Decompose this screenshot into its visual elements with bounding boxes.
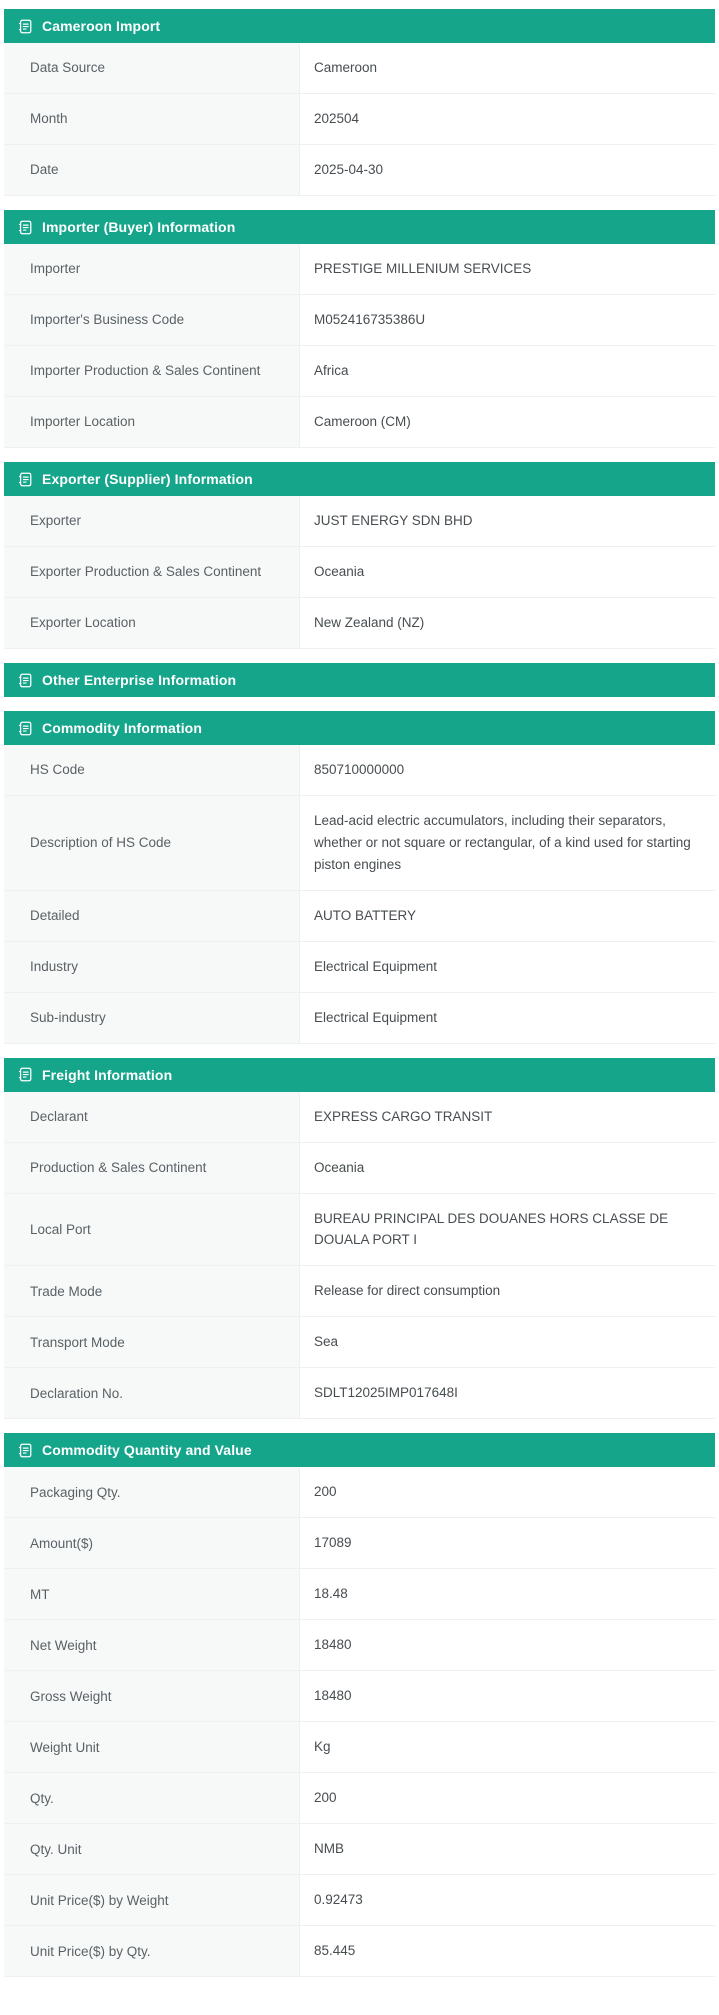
field-value: 200 — [300, 1773, 715, 1823]
field-value: Cameroon (CM) — [300, 397, 715, 447]
field-row — [4, 1266, 715, 1317]
field-value: 18480 — [300, 1671, 715, 1721]
field-value: SDLT12025IMP017648I — [300, 1368, 715, 1418]
field-value: 18.48 — [300, 1569, 715, 1619]
field-label: Month — [4, 94, 300, 144]
field-row — [4, 1143, 715, 1194]
field-row — [4, 397, 715, 448]
field-label: MT — [4, 1569, 300, 1619]
section-title: Exporter (Supplier) Information — [42, 471, 253, 487]
section-rows — [4, 496, 715, 649]
field-value: AUTO BATTERY — [300, 891, 715, 941]
field-row — [4, 1926, 715, 1977]
field-value: Africa — [300, 346, 715, 396]
field-label: Importer's Business Code — [4, 295, 300, 345]
field-value: 202504 — [300, 94, 715, 144]
section-title: Importer (Buyer) Information — [42, 219, 236, 235]
field-label: Net Weight — [4, 1620, 300, 1670]
section — [4, 9, 715, 196]
field-row — [4, 1722, 715, 1773]
field-row — [4, 1875, 715, 1926]
field-value: 2025-04-30 — [300, 145, 715, 195]
field-value: New Zealand (NZ) — [300, 598, 715, 648]
field-label: Local Port — [4, 1194, 300, 1266]
field-row — [4, 1368, 715, 1419]
section-title: Other Enterprise Information — [42, 672, 237, 688]
field-row — [4, 796, 715, 891]
field-row — [4, 1317, 715, 1368]
field-label: Amount($) — [4, 1518, 300, 1568]
section-rows — [4, 1467, 715, 1977]
field-row — [4, 346, 715, 397]
section-title: Cameroon Import — [42, 18, 161, 34]
field-row — [4, 94, 715, 145]
field-value: 85.445 — [300, 1926, 715, 1976]
section-header — [4, 1433, 715, 1467]
field-row — [4, 244, 715, 295]
field-value: M052416735386U — [300, 295, 715, 345]
field-label: Qty. Unit — [4, 1824, 300, 1874]
field-row — [4, 145, 715, 196]
field-value: Cameroon — [300, 43, 715, 93]
field-value: 0.92473 — [300, 1875, 715, 1925]
field-row — [4, 43, 715, 94]
field-value: 850710000000 — [300, 745, 715, 795]
section-header — [4, 711, 715, 745]
document-icon — [17, 1066, 34, 1083]
document-icon — [17, 720, 34, 737]
field-value: 200 — [300, 1467, 715, 1517]
field-label: Detailed — [4, 891, 300, 941]
section — [4, 663, 715, 697]
field-label: Trade Mode — [4, 1266, 300, 1316]
field-row — [4, 1194, 715, 1267]
section-title: Commodity Quantity and Value — [42, 1442, 252, 1459]
section — [4, 1058, 715, 1420]
document-icon — [17, 1442, 34, 1459]
field-label: Packaging Qty. — [4, 1467, 300, 1517]
field-value: EXPRESS CARGO TRANSIT — [300, 1092, 715, 1142]
section-header — [4, 663, 715, 697]
section-header — [4, 210, 715, 244]
field-value: BUREAU PRINCIPAL DES DOUANES HORS CLASSE DE DOUALA PORT I — [300, 1194, 715, 1266]
field-label: Declaration No. — [4, 1368, 300, 1418]
field-row — [4, 295, 715, 346]
field-row — [4, 1620, 715, 1671]
section-header — [4, 462, 715, 496]
section — [4, 711, 715, 1044]
field-label: Transport Mode — [4, 1317, 300, 1367]
field-label: Importer Location — [4, 397, 300, 447]
document-icon — [17, 471, 34, 488]
document-icon — [17, 672, 34, 689]
field-label: Industry — [4, 942, 300, 992]
field-row — [4, 993, 715, 1044]
field-value: NMB — [300, 1824, 715, 1874]
field-row — [4, 1467, 715, 1518]
field-label: Qty. — [4, 1773, 300, 1823]
section-rows — [4, 244, 715, 448]
field-value: Electrical Equipment — [300, 942, 715, 992]
field-row — [4, 891, 715, 942]
field-row — [4, 942, 715, 993]
document-icon — [17, 219, 34, 236]
field-value: Kg — [300, 1722, 715, 1772]
section-header — [4, 9, 715, 43]
field-label: Unit Price($) by Weight — [4, 1875, 300, 1925]
field-label: Gross Weight — [4, 1671, 300, 1721]
field-label: Production & Sales Continent — [4, 1143, 300, 1193]
field-value: 17089 — [300, 1518, 715, 1568]
field-value: Lead-acid electric accumulators, including their separators, whether or not square or rectangular, of a kind used for starting piston engines — [300, 796, 715, 890]
section-title: Freight Information — [42, 1066, 173, 1083]
field-row — [4, 1518, 715, 1569]
field-label: Exporter — [4, 496, 300, 546]
field-row — [4, 496, 715, 547]
section-rows — [4, 745, 715, 1044]
field-label: Weight Unit — [4, 1722, 300, 1772]
field-label: Importer Production & Sales Continent — [4, 346, 300, 396]
field-row — [4, 1569, 715, 1620]
field-row — [4, 745, 715, 796]
field-value: 18480 — [300, 1620, 715, 1670]
section-rows — [4, 1092, 715, 1420]
field-row — [4, 547, 715, 598]
field-value: Sea — [300, 1317, 715, 1367]
field-row — [4, 1824, 715, 1875]
field-label: HS Code — [4, 745, 300, 795]
field-value: Release for direct consumption — [300, 1266, 715, 1316]
field-value: PRESTIGE MILLENIUM SERVICES — [300, 244, 715, 294]
field-row — [4, 1671, 715, 1722]
field-row — [4, 1092, 715, 1143]
field-label: Unit Price($) by Qty. — [4, 1926, 300, 1976]
field-value: Electrical Equipment — [300, 993, 715, 1043]
section-title: Commodity Information — [42, 720, 202, 736]
field-row — [4, 1773, 715, 1824]
field-label: Data Source — [4, 43, 300, 93]
section-rows — [4, 43, 715, 196]
section — [4, 462, 715, 649]
field-row — [4, 598, 715, 649]
field-value: Oceania — [300, 547, 715, 597]
section — [4, 210, 715, 448]
section — [4, 1433, 715, 1977]
field-label: Date — [4, 145, 300, 195]
section-header — [4, 1058, 715, 1092]
document-icon — [17, 18, 34, 35]
field-label: Exporter Location — [4, 598, 300, 648]
field-value: JUST ENERGY SDN BHD — [300, 496, 715, 546]
field-label: Sub-industry — [4, 993, 300, 1043]
field-label: Description of HS Code — [4, 796, 300, 890]
field-value: Oceania — [300, 1143, 715, 1193]
field-label: Declarant — [4, 1092, 300, 1142]
field-label: Importer — [4, 244, 300, 294]
field-label: Exporter Production & Sales Continent — [4, 547, 300, 597]
